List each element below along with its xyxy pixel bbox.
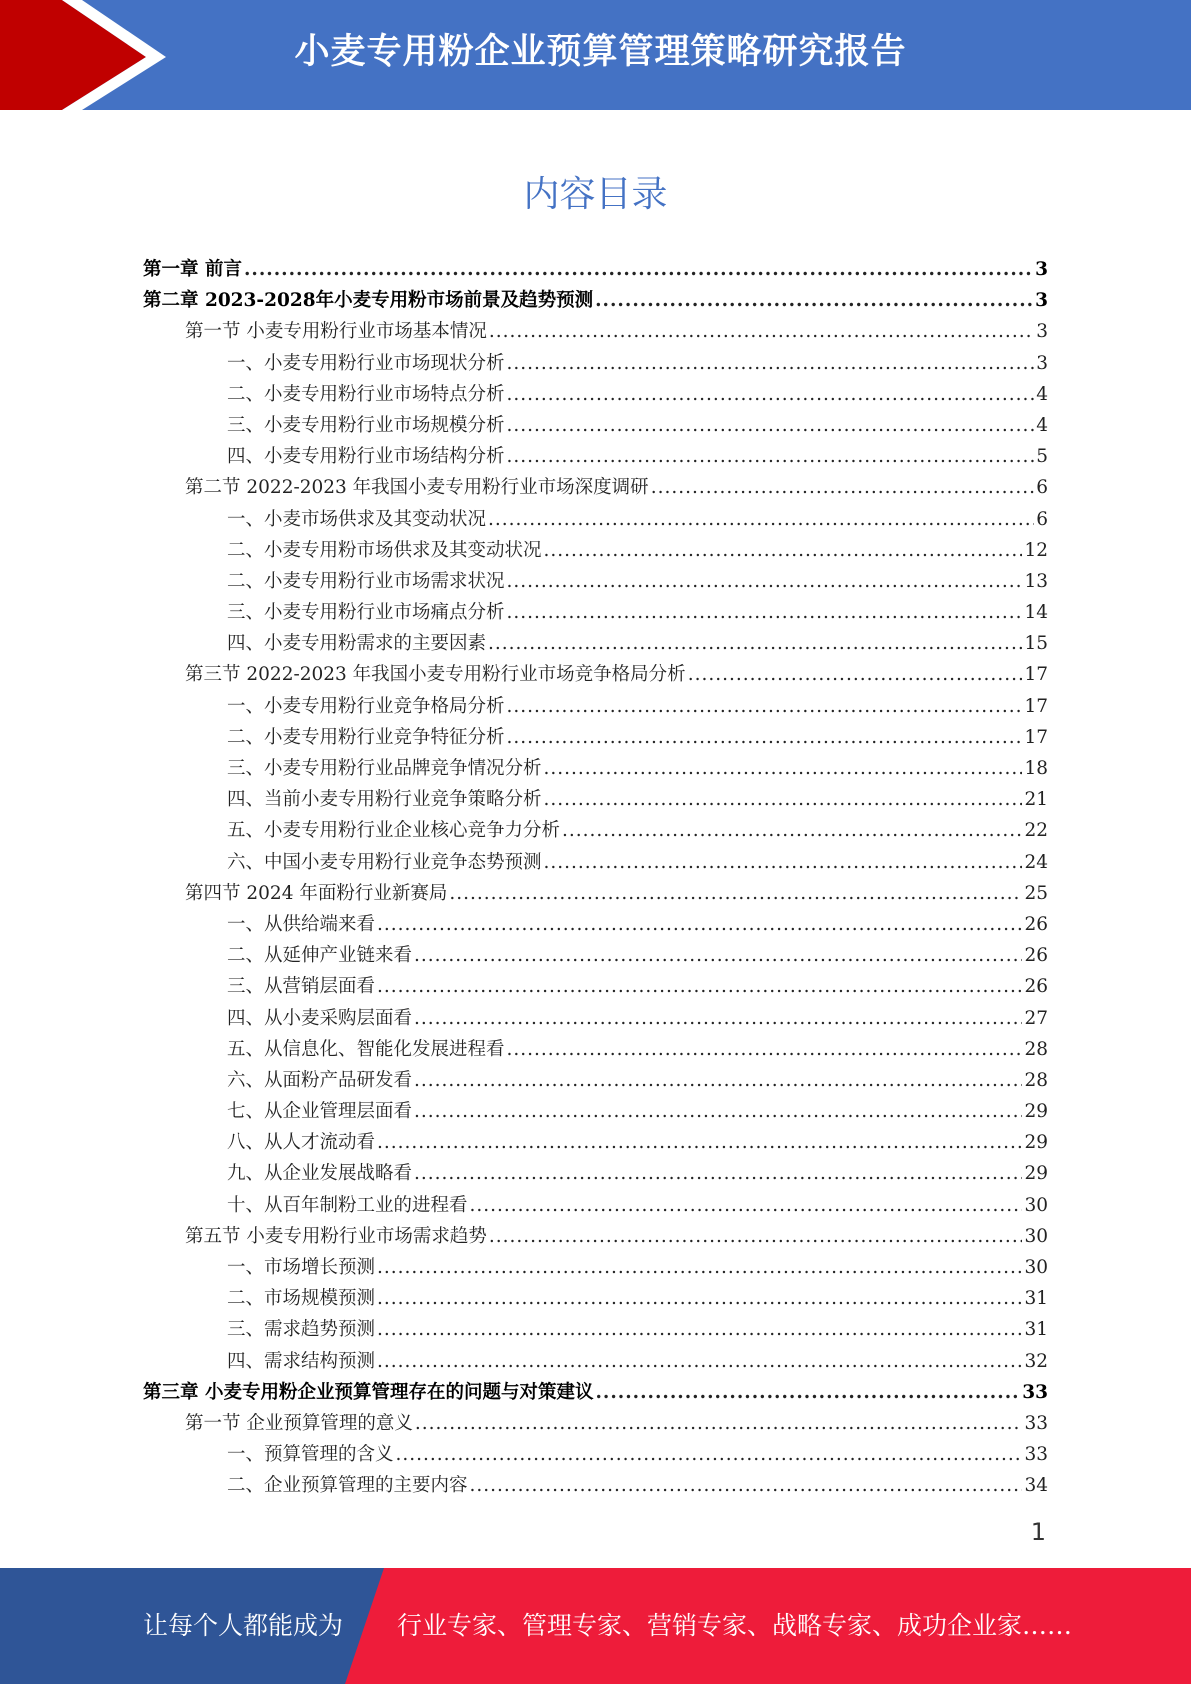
toc-entry-page: 4 (1036, 414, 1048, 436)
toc-heading: 内容目录 (523, 174, 668, 215)
footer-slogan-right: 行业专家、管理专家、营销专家、战略专家、成功企业家…… (397, 1611, 1073, 1640)
toc-entry-title: 二、小麦专用粉行业市场需求状况 (227, 570, 505, 592)
toc-entry-title: 二、市场规模预测 (227, 1288, 376, 1310)
toc-entry-title: 九、从企业发展战略看 (227, 1163, 413, 1185)
toc-dot-leader (470, 1470, 1023, 1501)
toc-entry-title: 二、小麦专用粉市场供求及其变动状况 (227, 539, 542, 561)
toc-entry-page: 3 (1036, 352, 1048, 374)
toc-entry[interactable] (143, 472, 1048, 503)
toc-entry-page: 13 (1024, 570, 1048, 592)
toc-dot-leader (414, 940, 1022, 971)
toc-entry[interactable] (143, 1408, 1048, 1439)
toc-entry-page: 30 (1024, 1225, 1048, 1247)
toc-dot-leader (377, 1346, 1022, 1377)
toc-dot-leader (396, 1439, 1023, 1470)
toc-entry-title: 四、从小麦采购层面看 (227, 1007, 413, 1029)
toc-entry[interactable] (143, 659, 1048, 690)
toc-entry-title: 一、小麦市场供求及其变动状况 (227, 508, 487, 530)
toc-entry-page: 26 (1024, 945, 1048, 967)
toc-entry[interactable] (143, 1470, 1048, 1501)
toc-entry-title: 七、从企业管理层面看 (227, 1101, 413, 1123)
toc-entry[interactable] (143, 410, 1048, 441)
toc-entry-page: 24 (1024, 851, 1048, 873)
toc-entry-page: 14 (1024, 602, 1048, 624)
toc-entry[interactable] (143, 1283, 1048, 1314)
toc-entry-page: 30 (1024, 1194, 1048, 1216)
toc-entry-title: 第三章 小麦专用粉企业预算管理存在的问题与对策建议 (143, 1381, 594, 1403)
toc-entry-page: 17 (1024, 695, 1048, 717)
toc-entry-page: 17 (1024, 726, 1048, 748)
toc-dot-leader (414, 1158, 1022, 1189)
toc-entry-page: 33 (1024, 1412, 1048, 1434)
toc-entry-title: 三、需求趋势预测 (227, 1319, 376, 1341)
toc-entry-title: 第一节 小麦专用粉行业市场基本情况 (185, 321, 487, 343)
toc-entry-title: 第四节 2024 年面粉行业新赛局 (185, 882, 448, 904)
toc-dot-leader (489, 1221, 1023, 1252)
toc-entry[interactable] (143, 1096, 1048, 1127)
toc-entry-page: 27 (1024, 1007, 1048, 1029)
toc-entry[interactable] (143, 316, 1048, 347)
toc-entry-page: 29 (1024, 1132, 1048, 1154)
toc-dot-leader (377, 1127, 1022, 1158)
toc-entry[interactable] (143, 1034, 1048, 1065)
toc-entry-title: 四、小麦专用粉需求的主要因素 (227, 633, 487, 655)
toc-entry-page: 30 (1024, 1257, 1048, 1278)
toc-entry-title: 第五节 小麦专用粉行业市场需求趋势 (185, 1225, 487, 1247)
toc-dot-leader (544, 847, 1023, 878)
toc-dot-leader (507, 1034, 1023, 1065)
toc-entry-page: 28 (1024, 1069, 1048, 1091)
toc-entry-page: 28 (1024, 1038, 1048, 1060)
toc-entry-page: 3 (1035, 259, 1048, 280)
toc-dot-leader (377, 1314, 1022, 1345)
toc-entry-title: 一、预算管理的含义 (227, 1444, 394, 1466)
toc-entry-page: 5 (1036, 446, 1048, 468)
toc-dot-leader (507, 722, 1023, 753)
toc-entry[interactable] (143, 1003, 1048, 1034)
toc-entry-title: 第二章 2023-2028年小麦专用粉市场前景及趋势预测 (143, 290, 594, 312)
toc-entry[interactable] (143, 597, 1048, 628)
toc-entry-title: 四、需求结构预测 (227, 1350, 376, 1372)
toc-dot-leader (414, 1065, 1022, 1096)
toc-dot-leader (544, 784, 1023, 815)
toc-entry-page: 33 (1024, 1444, 1048, 1466)
toc-entry-page: 6 (1036, 477, 1048, 499)
toc-dot-leader (544, 753, 1023, 784)
toc-entry-title: 一、小麦专用粉行业竞争格局分析 (227, 695, 505, 717)
toc-entry[interactable] (143, 1252, 1048, 1283)
toc-dot-leader (244, 254, 1033, 285)
toc-entry-title: 三、小麦专用粉行业市场规模分析 (227, 414, 505, 436)
toc-dot-leader (507, 379, 1035, 410)
toc-entry-page: 31 (1024, 1319, 1048, 1341)
toc-entry-title: 二、企业预算管理的主要内容 (227, 1475, 468, 1497)
toc-entry[interactable] (143, 940, 1048, 971)
toc-entry-title: 二、小麦专用粉行业竞争特征分析 (227, 726, 505, 748)
toc-dot-leader (414, 1003, 1022, 1034)
toc-dot-leader (507, 410, 1035, 441)
toc-entry[interactable] (143, 753, 1048, 784)
toc-entry[interactable] (143, 504, 1048, 535)
toc-entry-title: 四、当前小麦专用粉行业竞争策略分析 (227, 789, 542, 811)
toc-entry-title: 一、从供给端来看 (227, 913, 376, 935)
toc-entry[interactable] (143, 1127, 1048, 1158)
toc-entry-page: 15 (1024, 633, 1048, 655)
toc-dot-leader (470, 1190, 1023, 1221)
toc-entry-page: 26 (1024, 976, 1048, 998)
toc-entry[interactable] (143, 909, 1048, 940)
footer-banner (0, 1568, 1191, 1684)
toc-dot-leader (488, 504, 1034, 535)
toc-entry[interactable] (143, 1346, 1048, 1377)
toc-entry-page: 17 (1024, 664, 1048, 686)
toc-entry[interactable] (143, 722, 1048, 753)
toc-dot-leader (507, 691, 1023, 722)
toc-entry-title: 一、市场增长预测 (227, 1257, 376, 1278)
toc-entry-page: 4 (1036, 383, 1048, 405)
toc-entry-page: 3 (1035, 290, 1048, 312)
toc-entry-title: 五、从信息化、智能化发展进程看 (227, 1038, 505, 1060)
toc-dot-leader (507, 566, 1023, 597)
toc-entry-page: 12 (1024, 539, 1048, 561)
toc-entry[interactable] (143, 628, 1048, 659)
toc-entry-page: 33 (1022, 1381, 1048, 1403)
toc-entry-title: 第一节 企业预算管理的意义 (185, 1412, 413, 1434)
toc-dot-leader (507, 441, 1035, 472)
toc-entry[interactable] (143, 1065, 1048, 1096)
footer-slogan-left: 让每个人都能成为 (143, 1611, 344, 1640)
toc-dot-leader (595, 285, 1033, 316)
toc-entry-title: 二、小麦专用粉行业市场特点分析 (227, 383, 505, 405)
header-title: 小麦专用粉企业预算管理策略研究报告 (294, 32, 907, 72)
toc-entry-page: 32 (1024, 1350, 1048, 1372)
toc-entry-title: 二、从延伸产业链来看 (227, 945, 413, 967)
toc-dot-leader (377, 1283, 1022, 1314)
toc-dot-leader (651, 472, 1035, 503)
toc-entry[interactable] (143, 348, 1048, 379)
toc-entry-title: 六、从面粉产品研发看 (227, 1069, 413, 1091)
toc-entry-title: 第二节 2022-2023 年我国小麦专用粉行业市场深度调研 (185, 477, 649, 499)
toc-entry-page: 31 (1024, 1288, 1048, 1310)
toc-entry-page: 26 (1024, 913, 1048, 935)
table-of-contents (143, 254, 1048, 1502)
toc-entry[interactable] (143, 1314, 1048, 1345)
toc-dot-leader (595, 1377, 1020, 1408)
toc-entry[interactable] (143, 784, 1048, 815)
toc-dot-leader (377, 909, 1022, 940)
toc-dot-leader (377, 971, 1022, 1002)
toc-entry[interactable] (143, 1158, 1048, 1189)
toc-entry[interactable] (143, 379, 1048, 410)
toc-entry-title: 五、小麦专用粉行业企业核心竞争力分析 (227, 820, 561, 842)
toc-entry-page: 6 (1036, 508, 1048, 530)
toc-dot-leader (507, 597, 1023, 628)
toc-entry-page: 34 (1024, 1475, 1048, 1497)
toc-dot-leader (507, 348, 1035, 379)
toc-entry[interactable] (143, 1377, 1048, 1408)
toc-entry[interactable] (143, 535, 1048, 566)
toc-entry[interactable] (143, 566, 1048, 597)
toc-dot-leader (489, 316, 1034, 347)
toc-dot-leader (377, 1252, 1022, 1283)
toc-entry-page: 3 (1036, 321, 1048, 343)
toc-entry[interactable] (143, 815, 1048, 846)
toc-dot-leader (544, 535, 1023, 566)
toc-entry[interactable] (143, 285, 1048, 316)
header-banner (0, 0, 1191, 110)
toc-entry[interactable] (143, 254, 1048, 285)
toc-entry[interactable] (143, 1221, 1048, 1252)
page-number: 1 (1030, 1518, 1046, 1546)
toc-entry-title: 三、小麦专用粉行业品牌竞争情况分析 (227, 758, 542, 779)
toc-entry-page: 29 (1024, 1163, 1048, 1185)
toc-entry-title: 六、中国小麦专用粉行业竞争态势预测 (227, 851, 542, 873)
toc-entry-title: 四、小麦专用粉行业市场结构分析 (227, 446, 505, 468)
toc-entry-title: 三、小麦专用粉行业市场痛点分析 (227, 602, 505, 624)
toc-entry[interactable] (143, 878, 1048, 909)
toc-entry-page: 25 (1024, 882, 1048, 904)
toc-dot-leader (415, 1408, 1023, 1439)
toc-entry-title: 第三节 2022-2023 年我国小麦专用粉行业市场竞争格局分析 (185, 664, 686, 686)
toc-entry-title: 八、从人才流动看 (227, 1132, 376, 1154)
toc-entry[interactable] (143, 691, 1048, 722)
toc-entry-title: 一、小麦专用粉行业市场现状分析 (227, 352, 505, 374)
toc-dot-leader (488, 628, 1022, 659)
toc-dot-leader (562, 815, 1022, 846)
toc-entry-page: 21 (1024, 789, 1048, 811)
toc-entry[interactable] (143, 971, 1048, 1002)
toc-entry-page: 29 (1024, 1101, 1048, 1123)
toc-entry-page: 18 (1024, 758, 1048, 779)
toc-entry[interactable] (143, 1190, 1048, 1221)
toc-entry-title: 十、从百年制粉工业的进程看 (227, 1194, 468, 1216)
toc-dot-leader (414, 1096, 1022, 1127)
toc-entry-title: 三、从营销层面看 (227, 976, 376, 998)
toc-entry[interactable] (143, 441, 1048, 472)
toc-entry[interactable] (143, 847, 1048, 878)
toc-dot-leader (449, 878, 1022, 909)
toc-entry-page: 22 (1024, 820, 1048, 842)
toc-dot-leader (688, 659, 1023, 690)
toc-entry-title: 第一章 前言 (143, 259, 242, 280)
toc-entry[interactable] (143, 1439, 1048, 1470)
